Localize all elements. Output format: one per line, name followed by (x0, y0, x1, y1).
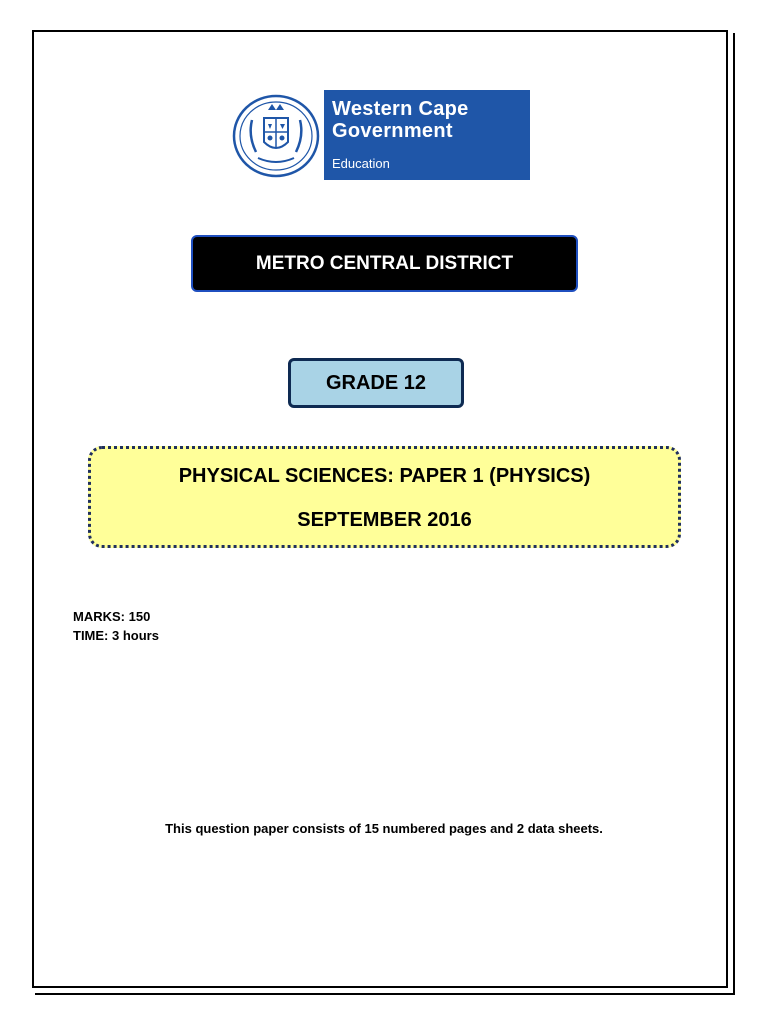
logo-title-line2: Government (332, 120, 453, 142)
paper-date: SEPTEMBER 2016 (297, 509, 472, 531)
district-banner: METRO CENTRAL DISTRICT (191, 235, 578, 292)
western-cape-government-logo (230, 90, 530, 180)
logo-subtitle: Education (332, 156, 390, 171)
coat-of-arms-icon (230, 90, 324, 180)
grade-label: GRADE 12 (288, 358, 464, 408)
paper-title: PHYSICAL SCIENCES: PAPER 1 (PHYSICS) (178, 465, 591, 487)
logo-banner (324, 90, 530, 180)
time-label: TIME: 3 hours (73, 628, 159, 643)
page-count-note: This question paper consists of 15 numbered pages and 2 data sheets. (165, 821, 603, 836)
logo-title-line1: Western Cape (332, 98, 469, 120)
paper-title-box (88, 446, 681, 548)
marks-label: MARKS: 150 (73, 609, 151, 624)
